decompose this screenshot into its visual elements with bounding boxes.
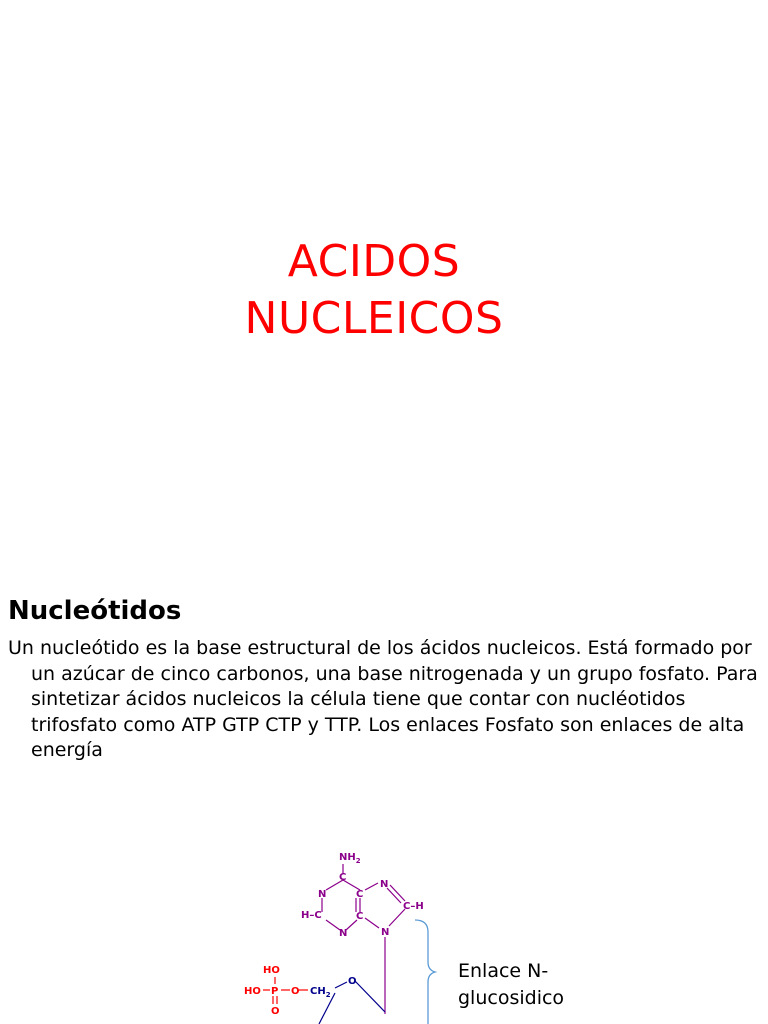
bracket-icon xyxy=(415,920,435,1024)
nh2-label: $NH_2$ xyxy=(339,852,361,865)
nitrogen-label: N xyxy=(381,927,390,938)
ch-label: C–H xyxy=(403,901,424,912)
title-line-1: ACIDOS xyxy=(287,236,461,287)
oxygen-label: O xyxy=(271,1006,280,1017)
carbon-label: C xyxy=(339,872,347,883)
caption-line-1: Enlace N- xyxy=(458,960,549,982)
hc-label: H–C xyxy=(301,910,322,921)
slide-title xyxy=(0,233,748,347)
oxygen-label: O xyxy=(291,986,300,997)
nucleotide-structure-diagram xyxy=(235,840,455,1024)
ho-label-top: HO xyxy=(263,965,280,976)
figure-caption xyxy=(458,958,564,1012)
nitrogen-label: N xyxy=(380,879,389,890)
nitrogen-label: N xyxy=(318,889,327,900)
oxygen-label: O xyxy=(348,976,357,987)
body-paragraph: Un nucleótido es la base estructural de los ácidos nucleicos. Está formado por un azúcar de cinco carbonos, una base nitrogenada y un grupo fosfato. Para sintetizar ácidos nucleicos la célula tiene que contar con nucléotidos trifosfato como ATP GTP CTP y TTP. Los enlaces Fosfato son enlaces de alta energía xyxy=(8,637,758,761)
nitrogen-label: N xyxy=(339,928,348,939)
title-line-2: NUCLEICOS xyxy=(244,293,504,344)
ch2-label: $CH_2$ xyxy=(310,986,331,999)
ho-label-left: HO xyxy=(244,986,261,997)
caption-line-2: glucosidico xyxy=(458,987,565,1009)
phosphorus-label: P xyxy=(271,986,279,997)
carbon-label: C xyxy=(356,889,364,900)
section-heading: Nucleótidos xyxy=(8,596,182,626)
carbon-label: C xyxy=(356,911,364,922)
